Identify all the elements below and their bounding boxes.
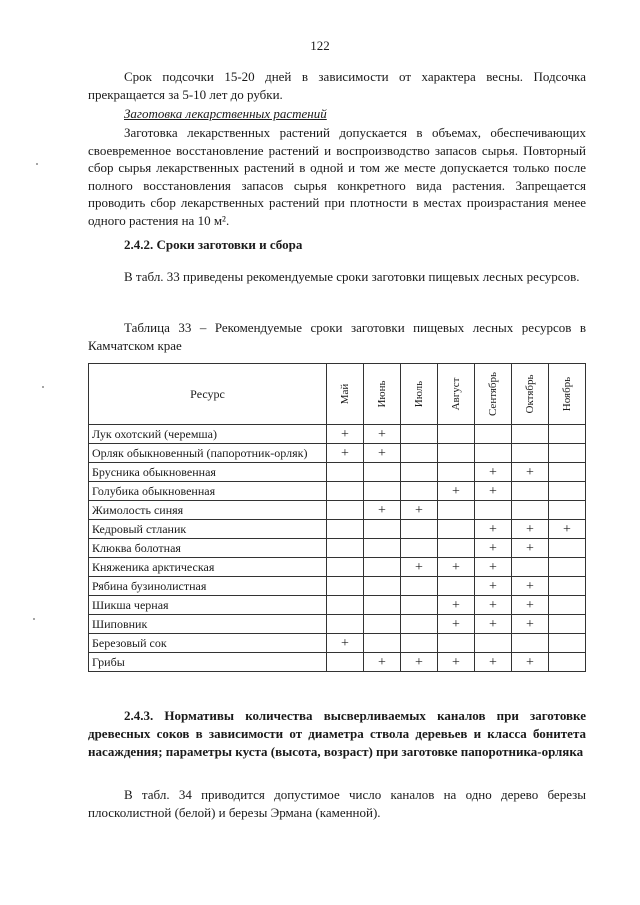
month-mark-cell bbox=[364, 520, 401, 539]
resource-name-cell: Брусника обыкновенная bbox=[89, 463, 327, 482]
month-mark-cell bbox=[364, 596, 401, 615]
month-mark-cell bbox=[327, 520, 364, 539]
table-row bbox=[89, 558, 586, 577]
month-mark-cell bbox=[401, 615, 438, 634]
resource-name-cell: Лук охотский (черемша) bbox=[89, 425, 327, 444]
month-mark-cell bbox=[327, 653, 364, 672]
month-mark-cell bbox=[401, 634, 438, 653]
month-mark-cell: + bbox=[364, 653, 401, 672]
month-mark-cell bbox=[475, 425, 512, 444]
month-mark-cell: + bbox=[475, 539, 512, 558]
month-mark-cell bbox=[549, 539, 586, 558]
month-mark-cell: + bbox=[512, 615, 549, 634]
month-mark-cell bbox=[438, 577, 475, 596]
column-header-may bbox=[327, 364, 364, 425]
month-mark-cell bbox=[401, 482, 438, 501]
month-mark-cell bbox=[327, 463, 364, 482]
month-label: Август bbox=[450, 377, 462, 411]
scan-speck bbox=[42, 386, 44, 388]
resource-name-cell: Жимолость синяя bbox=[89, 501, 327, 520]
month-mark-cell bbox=[475, 444, 512, 463]
month-mark-cell: + bbox=[327, 444, 364, 463]
section-heading-2-4-2: 2.4.2. Сроки заготовки и сбора bbox=[124, 237, 303, 252]
month-mark-cell: + bbox=[549, 520, 586, 539]
month-label: Июнь bbox=[376, 380, 388, 408]
month-mark-cell: + bbox=[475, 577, 512, 596]
month-mark-cell: + bbox=[438, 558, 475, 577]
month-mark-cell bbox=[512, 558, 549, 577]
month-mark-cell bbox=[364, 463, 401, 482]
page-number: 122 bbox=[310, 38, 330, 53]
month-mark-cell: + bbox=[475, 558, 512, 577]
month-mark-cell: + bbox=[438, 615, 475, 634]
month-mark-cell: + bbox=[364, 501, 401, 520]
month-label: Июль bbox=[413, 380, 425, 408]
month-mark-cell bbox=[364, 539, 401, 558]
month-mark-cell: + bbox=[438, 653, 475, 672]
month-mark-cell bbox=[327, 501, 364, 520]
month-mark-cell bbox=[364, 482, 401, 501]
month-mark-cell: + bbox=[512, 653, 549, 672]
resource-name-cell: Кедровый стланик bbox=[89, 520, 327, 539]
month-label: Май bbox=[339, 383, 351, 405]
month-mark-cell bbox=[401, 596, 438, 615]
resource-name-cell: Клюква болотная bbox=[89, 539, 327, 558]
column-header-june bbox=[364, 364, 401, 425]
column-header-august bbox=[438, 364, 475, 425]
table-row bbox=[89, 482, 586, 501]
month-mark-cell: + bbox=[327, 634, 364, 653]
month-mark-cell bbox=[475, 634, 512, 653]
month-mark-cell: + bbox=[512, 577, 549, 596]
month-mark-cell bbox=[401, 520, 438, 539]
column-header-october bbox=[512, 364, 549, 425]
month-mark-cell: + bbox=[475, 615, 512, 634]
table-header-row bbox=[89, 364, 586, 425]
table-row bbox=[89, 577, 586, 596]
month-mark-cell bbox=[364, 558, 401, 577]
paragraph-tapping: Срок подсочки 15-20 дней в зависимости от характера весны. Подсочка прекращается за 5-10 лет до рубки. bbox=[88, 69, 586, 102]
month-mark-cell: + bbox=[512, 539, 549, 558]
resource-name-cell: Грибы bbox=[89, 653, 327, 672]
table-row bbox=[89, 615, 586, 634]
table-row bbox=[89, 425, 586, 444]
table-row bbox=[89, 444, 586, 463]
column-header-november bbox=[549, 364, 586, 425]
month-mark-cell bbox=[549, 615, 586, 634]
resource-name-cell: Шикша черная bbox=[89, 596, 327, 615]
table-row bbox=[89, 653, 586, 672]
scan-speck bbox=[36, 163, 38, 165]
table-row bbox=[89, 463, 586, 482]
month-mark-cell bbox=[475, 501, 512, 520]
table-row bbox=[89, 634, 586, 653]
month-mark-cell: + bbox=[364, 444, 401, 463]
table-caption: Таблица 33 – Рекомендуемые сроки заготовки пищевых лесных ресурсов в Камчатском крае bbox=[88, 320, 586, 353]
month-mark-cell bbox=[549, 501, 586, 520]
month-mark-cell: + bbox=[438, 596, 475, 615]
month-mark-cell: + bbox=[512, 596, 549, 615]
table-row bbox=[89, 539, 586, 558]
month-mark-cell bbox=[327, 482, 364, 501]
resource-name-cell: Орляк обыкновенный (папоротник-орляк) bbox=[89, 444, 327, 463]
month-mark-cell: + bbox=[475, 463, 512, 482]
month-mark-cell bbox=[401, 539, 438, 558]
column-header-september bbox=[475, 364, 512, 425]
month-mark-cell bbox=[549, 463, 586, 482]
month-mark-cell bbox=[327, 596, 364, 615]
paragraph-table33-intro: В табл. 33 приведены рекомендуемые сроки заготовки пищевых лесных ресурсов. bbox=[124, 269, 580, 284]
paragraph-table34-intro: В табл. 34 приводится допустимое число каналов на одно дерево березы плосколистной (белой) и березы Эрмана (каменной). bbox=[88, 787, 586, 820]
month-mark-cell: + bbox=[475, 653, 512, 672]
resource-name-cell: Шиповник bbox=[89, 615, 327, 634]
month-mark-cell bbox=[327, 539, 364, 558]
month-mark-cell bbox=[512, 444, 549, 463]
month-mark-cell bbox=[438, 444, 475, 463]
month-mark-cell bbox=[438, 501, 475, 520]
month-mark-cell: + bbox=[475, 520, 512, 539]
month-mark-cell: + bbox=[364, 425, 401, 444]
table-row bbox=[89, 596, 586, 615]
subheading-medicinal-plants: Заготовка лекарственных растений bbox=[124, 106, 327, 121]
resource-name-cell: Княженика арктическая bbox=[89, 558, 327, 577]
month-mark-cell: + bbox=[438, 482, 475, 501]
month-mark-cell: + bbox=[401, 501, 438, 520]
month-label: Октябрь bbox=[524, 374, 536, 414]
month-mark-cell: + bbox=[401, 558, 438, 577]
month-mark-cell bbox=[512, 482, 549, 501]
month-mark-cell bbox=[512, 425, 549, 444]
section-heading-2-4-3: 2.4.3. Нормативы количества высверливаемых каналов при заготовке древесных соков в зависимости от диаметра ствола деревьев и класса бонитета насаждения; параметры куста (высота, возраст) при заготовке папоротника-орляка bbox=[88, 708, 586, 759]
month-mark-cell: + bbox=[512, 520, 549, 539]
month-label: Ноябрь bbox=[561, 376, 573, 412]
month-mark-cell bbox=[438, 539, 475, 558]
month-mark-cell: + bbox=[475, 482, 512, 501]
column-header-july bbox=[401, 364, 438, 425]
paragraph-medicinal-plants: Заготовка лекарственных растений допускается в объемах, обеспечивающих своевременное восстановление растений и воспроизводство запасов сырья. Повторный сбор сырья лекарственных растений в одной и том же месте допускается только после полного восстановления запасов сырья конкретного вида растения. Запрещается проводить сбор лекарственных растений при плотности в местах произрастания менее одного растения на 10 м². bbox=[88, 125, 586, 228]
month-mark-cell bbox=[438, 463, 475, 482]
month-mark-cell bbox=[549, 577, 586, 596]
column-header-resource: Ресурс bbox=[89, 364, 327, 425]
month-mark-cell bbox=[549, 482, 586, 501]
month-mark-cell bbox=[401, 463, 438, 482]
table-row bbox=[89, 520, 586, 539]
month-mark-cell bbox=[401, 444, 438, 463]
resource-name-cell: Голубика обыкновенная bbox=[89, 482, 327, 501]
resource-name-cell: Рябина бузинолистная bbox=[89, 577, 327, 596]
month-mark-cell: + bbox=[475, 596, 512, 615]
month-mark-cell bbox=[549, 634, 586, 653]
month-mark-cell bbox=[364, 634, 401, 653]
harvest-schedule-table bbox=[88, 363, 586, 672]
table-row bbox=[89, 501, 586, 520]
month-mark-cell bbox=[438, 520, 475, 539]
month-mark-cell bbox=[549, 425, 586, 444]
month-mark-cell bbox=[549, 558, 586, 577]
month-mark-cell: + bbox=[327, 425, 364, 444]
month-mark-cell bbox=[327, 558, 364, 577]
month-mark-cell bbox=[438, 425, 475, 444]
month-mark-cell bbox=[364, 577, 401, 596]
resource-name-cell: Березовый сок bbox=[89, 634, 327, 653]
month-mark-cell bbox=[438, 634, 475, 653]
month-mark-cell bbox=[327, 577, 364, 596]
month-label: Сентябрь bbox=[487, 371, 499, 417]
month-mark-cell bbox=[401, 425, 438, 444]
month-mark-cell bbox=[549, 444, 586, 463]
scan-speck bbox=[33, 618, 35, 620]
month-mark-cell: + bbox=[512, 463, 549, 482]
month-mark-cell bbox=[512, 501, 549, 520]
month-mark-cell bbox=[549, 653, 586, 672]
month-mark-cell bbox=[327, 615, 364, 634]
month-mark-cell bbox=[549, 596, 586, 615]
month-mark-cell bbox=[364, 615, 401, 634]
month-mark-cell: + bbox=[401, 653, 438, 672]
month-mark-cell bbox=[401, 577, 438, 596]
month-mark-cell bbox=[512, 634, 549, 653]
